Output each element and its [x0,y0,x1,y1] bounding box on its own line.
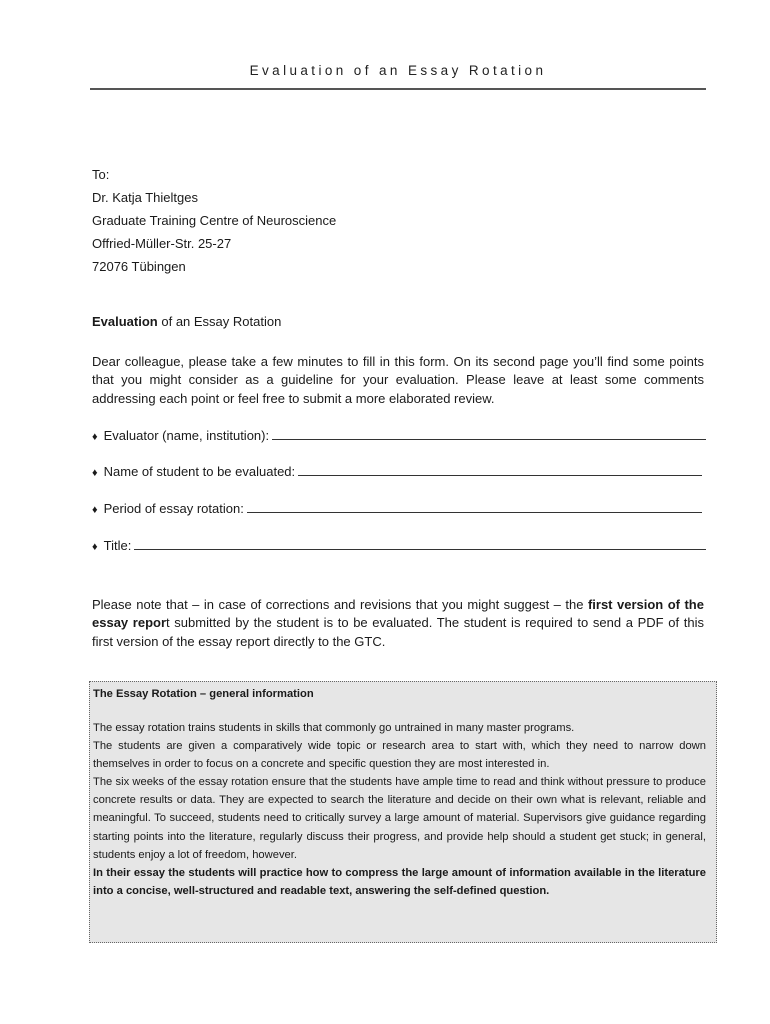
diamond-bullet-icon: ♦ [92,504,98,516]
info-box-body [93,719,706,900]
address-line-street: Offried-Müller-Str. 25-27 [92,236,232,251]
note-bold: first version of the essay repor [92,597,704,631]
note-text-1: Please note that – in case of corrections and revisions that you might suggest – the [92,597,588,612]
info-paragraph-bold: In their essay the students will practice how to compress the large amount of information available in the literature into a concise, well-structured and readable text, answering the self-defined question. [93,866,706,897]
address-line-institution: Graduate Training Centre of Neuroscience [92,213,337,228]
diamond-bullet-icon: ♦ [92,431,98,443]
subject-bold: Evaluation [92,314,158,329]
evaluator-label: Evaluator (name, institution): [103,428,270,443]
info-box [89,681,717,943]
student-input-line[interactable] [298,464,702,476]
recipient-address [92,163,336,278]
title-field [92,538,706,553]
subject-line [92,314,281,329]
student-label: Name of student to be evaluated: [103,464,296,479]
page-title: Evaluation of an Essay Rotation [249,63,547,78]
title-label: Title: [103,538,132,553]
address-line-to: To: [92,167,110,182]
period-field [92,501,702,516]
note-text-2: t submitted by the student is to be evaluated. The student is required to send a PDF of this first version of the essay report directly to the GTC. [92,615,704,649]
diamond-bullet-icon: ♦ [92,467,98,479]
header-divider [90,88,706,90]
diamond-bullet-icon: ♦ [92,541,98,553]
period-input-line[interactable] [247,501,702,513]
info-paragraph: The students are given a comparatively wide topic or research area to start with, which they need to narrow down themselves in order to focus on a concrete and specific question they are most interested in. [93,740,706,771]
address-line-name: Dr. Katja Thieltges [92,190,198,205]
student-field [92,464,702,479]
note-paragraph [92,596,704,651]
period-label: Period of essay rotation: [103,501,244,516]
evaluator-field [92,428,706,443]
evaluator-input-line[interactable] [272,428,706,440]
info-paragraph: The essay rotation trains students in skills that commonly go untrained in many master programs. [93,722,575,734]
subject-rest: of an Essay Rotation [157,314,282,329]
title-input-line[interactable] [134,538,706,550]
intro-paragraph: Dear colleague, please take a few minutes to fill in this form. On its second page you’ll find some points that you might consider as a guideline for your evaluation. Please leave at least some comments addressing each point or feel free to submit a more elaborated review. [92,354,704,406]
address-line-city: 72076 Tübingen [92,259,186,274]
info-box-title: The Essay Rotation – general information [93,688,314,700]
info-paragraph: The six weeks of the essay rotation ensure that the students have ample time to read and think without pressure to produce concrete results or data. They are expected to search the literature and decide on their own what is relevant, reliable and meaningful. To succeed, students need to critically survey a large amount of material. Supervisors give guidance regarding starting points into the literature, regularly discuss their progress, and provide help should a student get stuck; in general, students enjoy a lot of freedom, however. [93,776,706,861]
